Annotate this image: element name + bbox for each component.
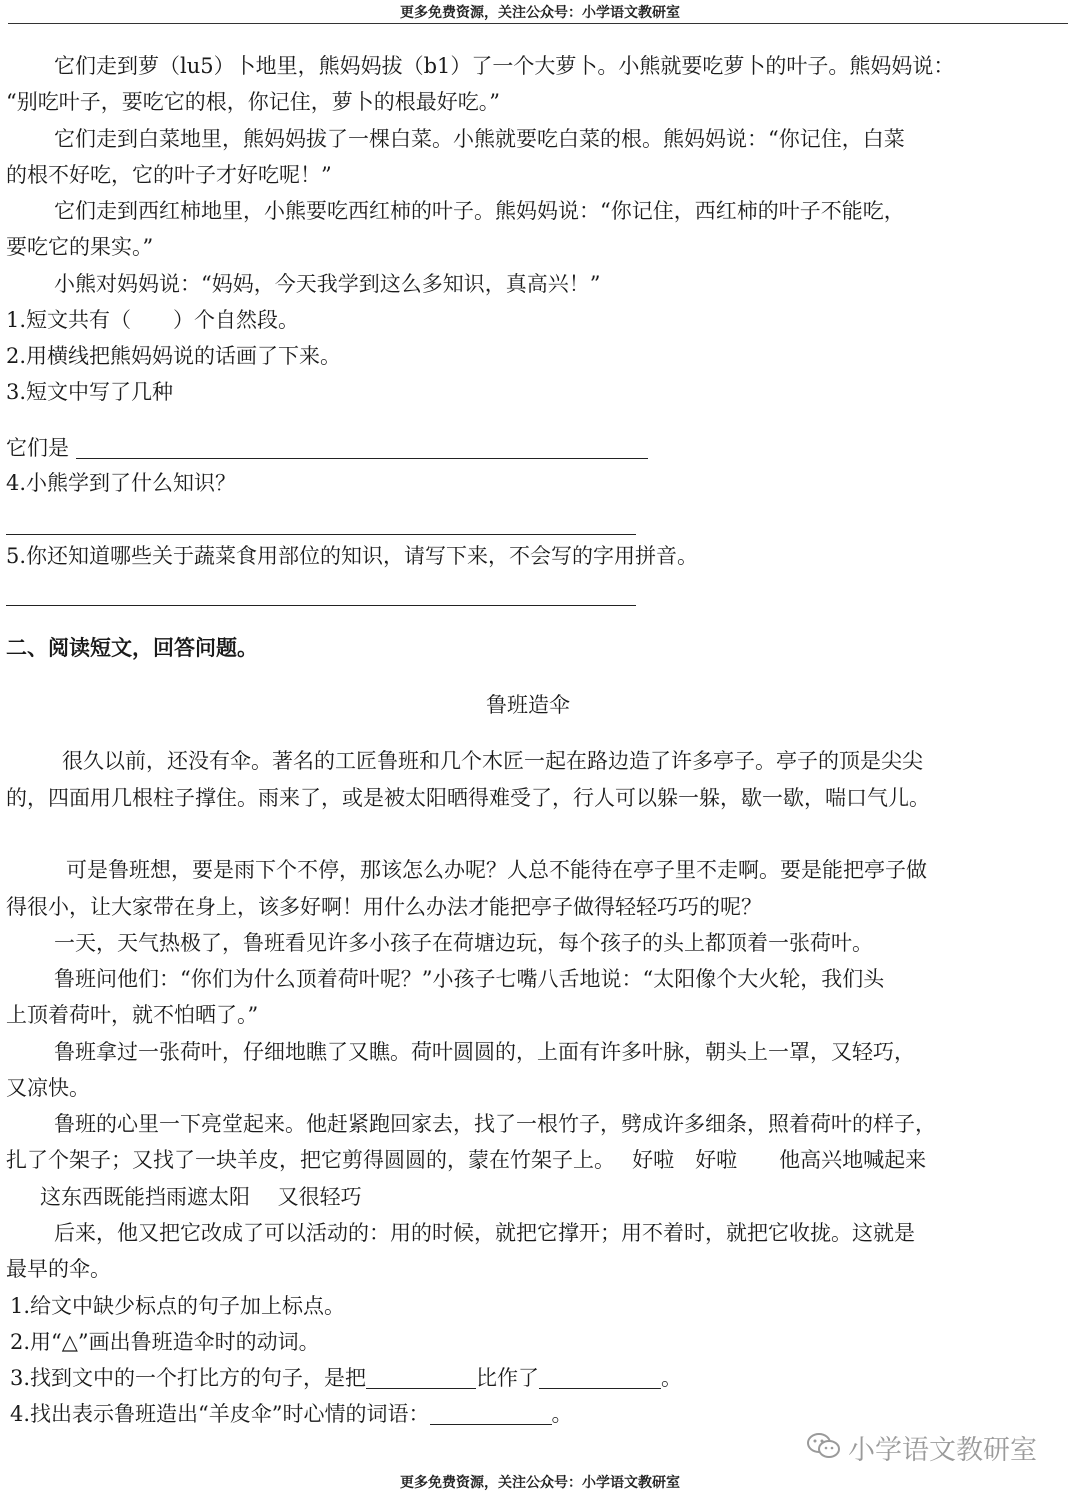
passage1-line-3: 它们走到白菜地里，熊妈妈拔了一棵白菜。小熊就要吃白菜的根。熊妈妈说：“你记住，白菜 [54,127,905,151]
question2-3-part-c: 。 [661,1366,683,1390]
passage1-line-4: 的根不好吃，它的叶子才好吃呢！” [6,163,332,187]
answer-line-q4[interactable] [6,534,636,535]
answer-line-q5[interactable] [6,605,636,606]
story-line-7: 上顶着荷叶，就不怕晒了。” [6,1003,259,1027]
story-line-11: 扎了个架子；又找了一块羊皮，把它剪得圆圆的，蒙在竹架子上。 好啦 好啦 他高兴地喊起来 [6,1148,927,1172]
story-line-10: 鲁班的心里一下亮堂起来。他赶紧跑回家去，找了一根竹子，劈成许多细条，照着荷叶的样子， [54,1112,936,1136]
story-line-8: 鲁班拿过一张荷叶，仔细地瞧了又瞧。荷叶圆圆的，上面有许多叶脉，朝头上一罩，又轻巧， [54,1040,915,1064]
section2-title: 二、阅读短文，回答问题。 [6,635,258,660]
story-line-2: 的，四面用几根柱子撑住。雨来了，或是被太阳晒得难受了，行人可以躲一躲，歇一歇，喘口气儿。 [6,786,930,810]
question1-5: 5.你还知道哪些关于蔬菜食用部位的知识，请写下来，不会写的字用拼音。 [6,544,699,568]
question1-4: 4.小熊学到了什么知识？ [6,471,237,495]
wechat-logo-icon [806,1430,842,1462]
question1-2: 2.用横线把熊妈妈说的话画了下来。 [6,344,342,368]
passage1-line-7: 小熊对妈妈说：“妈妈，今天我学到这么多知识，真高兴！” [54,272,601,296]
question2-3-part-b: 比作了 [476,1366,540,1390]
passage1-line-2: “别吃叶子，要吃它的根，你记住，萝卜的根最好吃。” [6,90,500,114]
story-line-5: 一天，天气热极了，鲁班看见许多小孩子在荷塘边玩，每个孩子的头上都顶着一张荷叶。 [54,931,873,955]
story-line-12: 这东西既能挡雨遮太阳 又很轻巧 [40,1185,362,1209]
question2-1: 1.给文中缺少标点的句子加上标点。 [10,1294,346,1318]
question1-3-answer-label: 它们是 [6,436,69,460]
question2-3 [10,1360,682,1396]
story-line-1: 很久以前，还没有伞。著名的工匠鲁班和几个木匠一起在路边造了许多亭子。亭子的顶是尖尖 [62,749,923,773]
passage1-line-5: 它们走到西红柿地里，小熊要吃西红柿的叶子。熊妈妈说：“你记住，西红柿的叶子不能吃， [54,199,905,223]
question2-4-part-a: 4.找出表示鲁班造出“羊皮伞”时心情的词语： [10,1402,430,1426]
question2-4 [10,1396,573,1432]
story-title: 鲁班造伞 [486,693,570,717]
question1-3: 3.短文中写了几种 [6,380,174,404]
answer-blank-q4[interactable] [430,1402,552,1425]
question2-3-part-a: 3.找到文中的一个打比方的句子，是把 [10,1366,367,1390]
story-line-9: 又凉快。 [6,1076,90,1100]
passage1-line-1: 它们走到萝（lu5）卜地里，熊妈妈拔（b1）了一个大萝卜。小熊就要吃萝卜的叶子。熊妈妈说： [54,54,955,78]
question2-2: 2.用“△”画出鲁班造伞时的动词。 [10,1330,320,1354]
question2-4-part-b: 。 [551,1402,573,1426]
story-line-13: 后来，他又把它改成了可以活动的：用的时候，就把它撑开；用不着时，就把它收拢。这就是 [54,1221,915,1245]
passage1-line-6: 要吃它的果实。” [6,235,154,259]
answer-blank-q3-b[interactable] [539,1366,661,1389]
header-rule [8,23,1068,24]
page-header: 更多免费资源，关注公众号：小学语文教研室 [400,5,680,21]
story-line-14: 最早的伞。 [6,1257,111,1281]
question1-1: 1.短文共有（ ）个自然段。 [6,308,300,332]
story-line-4: 得很小，让大家带在身上，该多好啊！用什么办法才能把亭子做得轻轻巧巧的呢？ [6,895,762,919]
answer-blank-q3-a[interactable] [366,1366,476,1389]
story-line-6: 鲁班问他们：“你们为什么顶着荷叶呢？”小孩子七嘴八舌地说：“太阳像个大火轮，我们头 [54,967,885,991]
page-footer: 更多免费资源，关注公众号：小学语文教研室 [400,1475,680,1491]
story-line-3: 可是鲁班想，要是雨下个不停，那该怎么办呢？人总不能待在亭子里不走啊。要是能把亭子做 [66,858,927,882]
watermark-text: 小学语文教研室 [848,1435,1037,1466]
answer-line-q3[interactable] [76,458,648,459]
